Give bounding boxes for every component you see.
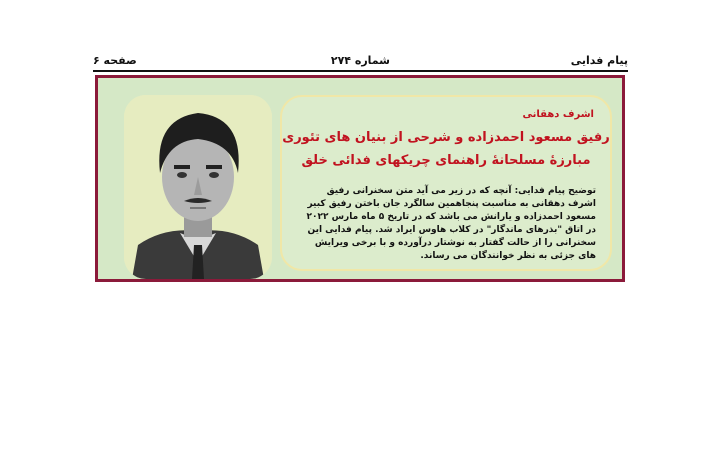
page-header [93,52,628,70]
issue-number: شماره ۲۷۴ [330,54,390,67]
article-frame [95,75,625,282]
article-intro: توضیح پیام فدایی: آنچه که در زیر می آید متن سخنرانی رفیق اشرف دهقانی به مناسبت پنجاهمین سالگرد جان باختن رفیق کبیر مسعود احمدزاده و یارانش می باشد که در تاریخ ۵ ماه مارس ۲۰۲۲ در اتاق "بذرهای ماندگار" در کلاب هاوس ایراد شد. پیام فدایی این سخنرانی را از حالت گفتار به نوشتار درآورده و با برخی ویرایش های جزئی به نظر خوانندگان می رساند. [306,186,596,261]
article-author: اشرف دهقانی [522,109,594,120]
header-rule [93,70,628,72]
article-title-line-2: مبارزهٔ مسلحانهٔ راهنمای چریکهای فدائی خلق [301,153,591,168]
page-number: صفحه ۶ [93,54,137,67]
article-title-line-1: رفیق مسعود احمدزاده و شرحی از بنیان های تئوری [282,130,610,145]
portrait-image [124,95,272,279]
portrait-photo [124,95,272,279]
publication-name: پیام فدایی [570,54,628,67]
article-text-box [280,95,612,271]
